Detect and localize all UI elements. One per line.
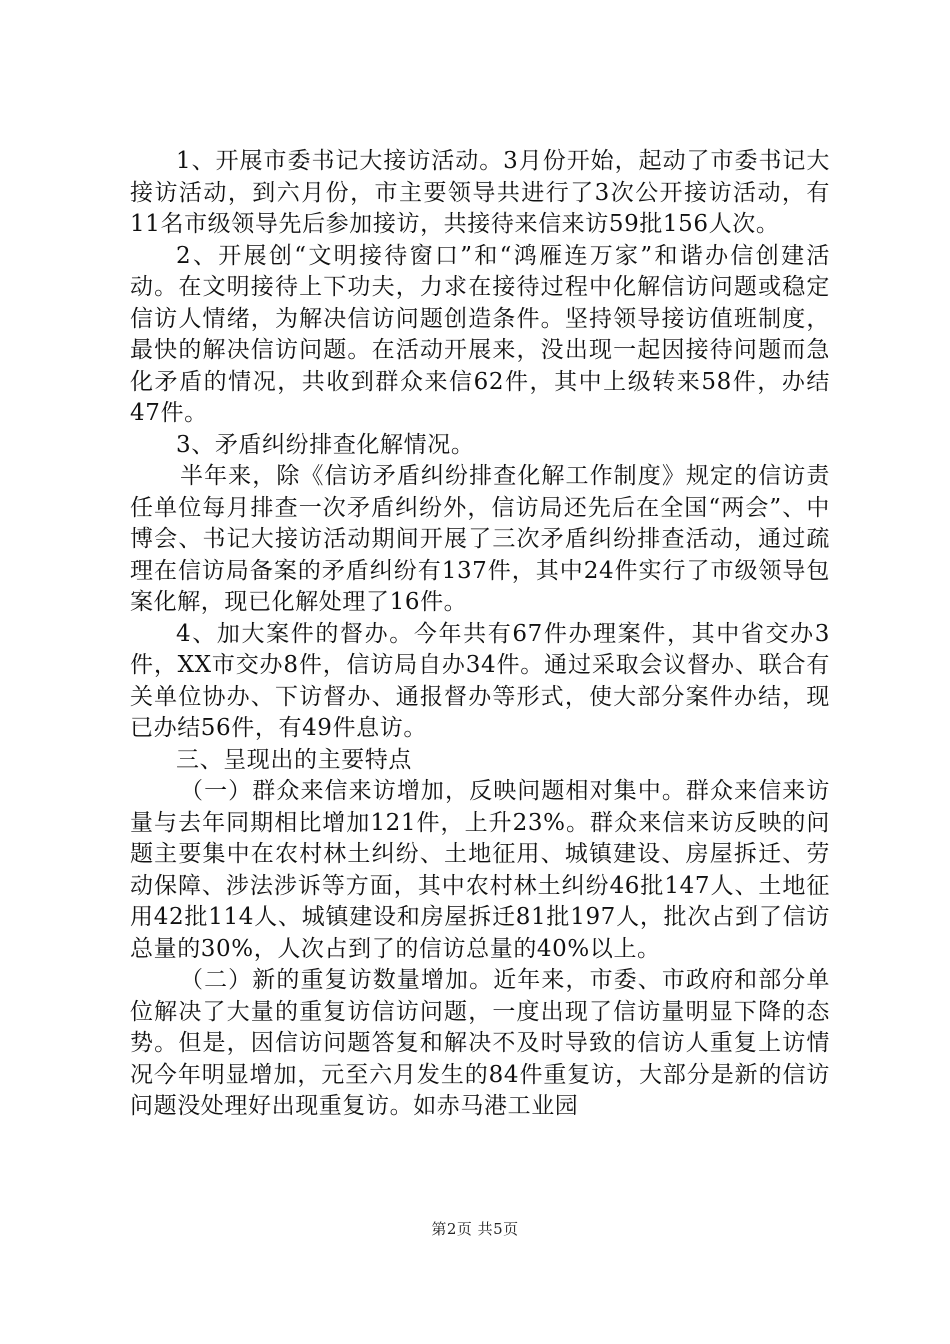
- paragraph-4-dispute-details: 半年来，除《信访矛盾纠纷排查化解工作制度》规定的信访责任单位每月排查一次矛盾纠纷外，信访局还先后在全国“两会”、中博会、书记大接访活动期间开展了三次矛盾纠纷排查活动，通过疏理在信访局备案的矛盾纠纷有137件，其中24件实行了市级领导包案化解，现已化解处理了16件。: [130, 463, 830, 615]
- paragraph-1-secretary-reception: 1、开展市委书记大接访活动。3月份开始，起动了市委书记大接访活动，到六月份，市主要领导共进行了3次公开接访活动，有11名市级领导先后参加接访，共接待来信来访59批156人次。: [130, 148, 830, 237]
- section-heading-main-features: 三、呈现出的主要特点: [176, 746, 412, 773]
- paragraph-2-civilized-window: 2、开展创“文明接待窗口”和“鸿雁连万家”和谐办信创建活动。在文明接待上下功夫，力求在接待过程中化解信访问题或稳定信访人情绪，为解决信访问题创造条件。坚持领导接访值班制度，最快的解决信访问题。在活动开展来，没出现一起因接待问题而急化矛盾的情况，共收到群众来信62件，其中上级转来58件，办结47件。: [130, 242, 830, 426]
- document-body: [130, 146, 830, 1123]
- paragraph-3-dispute-heading: 3、矛盾纠纷排查化解情况。: [176, 431, 475, 458]
- page-number-footer: 第2页 共5页: [431, 1220, 519, 1238]
- paragraph-7-letters-increase: （一）群众来信来访增加，反映问题相对集中。群众来信来访量与去年同期相比增加121件，上升23%。群众来信来访反映的问题主要集中在农村林土纠纷、土地征用、城镇建设、房屋拆迁、劳动保障、涉法涉诉等方面，其中农村林土纠纷46批147人、土地征用42批114人、城镇建设和房屋拆迁81批197人，批次占到了信访总量的30%，人次占到了的信访总量的40%以上。: [130, 778, 830, 962]
- paragraph-5-case-supervision: 4、加大案件的督办。今年共有67件办理案件，其中省交办3件，XX市交办8件，信访局自办34件。通过采取会议督办、联合有关单位协办、下访督办、通报督办等形式，使大部分案件办结，现已办结56件，有49件息访。: [130, 620, 830, 741]
- paragraph-8-repeat-visits: （二）新的重复访数量增加。近年来，市委、市政府和部分单位解决了大量的重复访信访问题，一度出现了信访量明显下降的态势。但是，因信访问题答复和解决不及时导致的信访人重复上访情况今年明显增加，元至六月发生的84件重复访，大部分是新的信访问题没处理好出现重复访。如赤马港工业园: [130, 967, 830, 1119]
